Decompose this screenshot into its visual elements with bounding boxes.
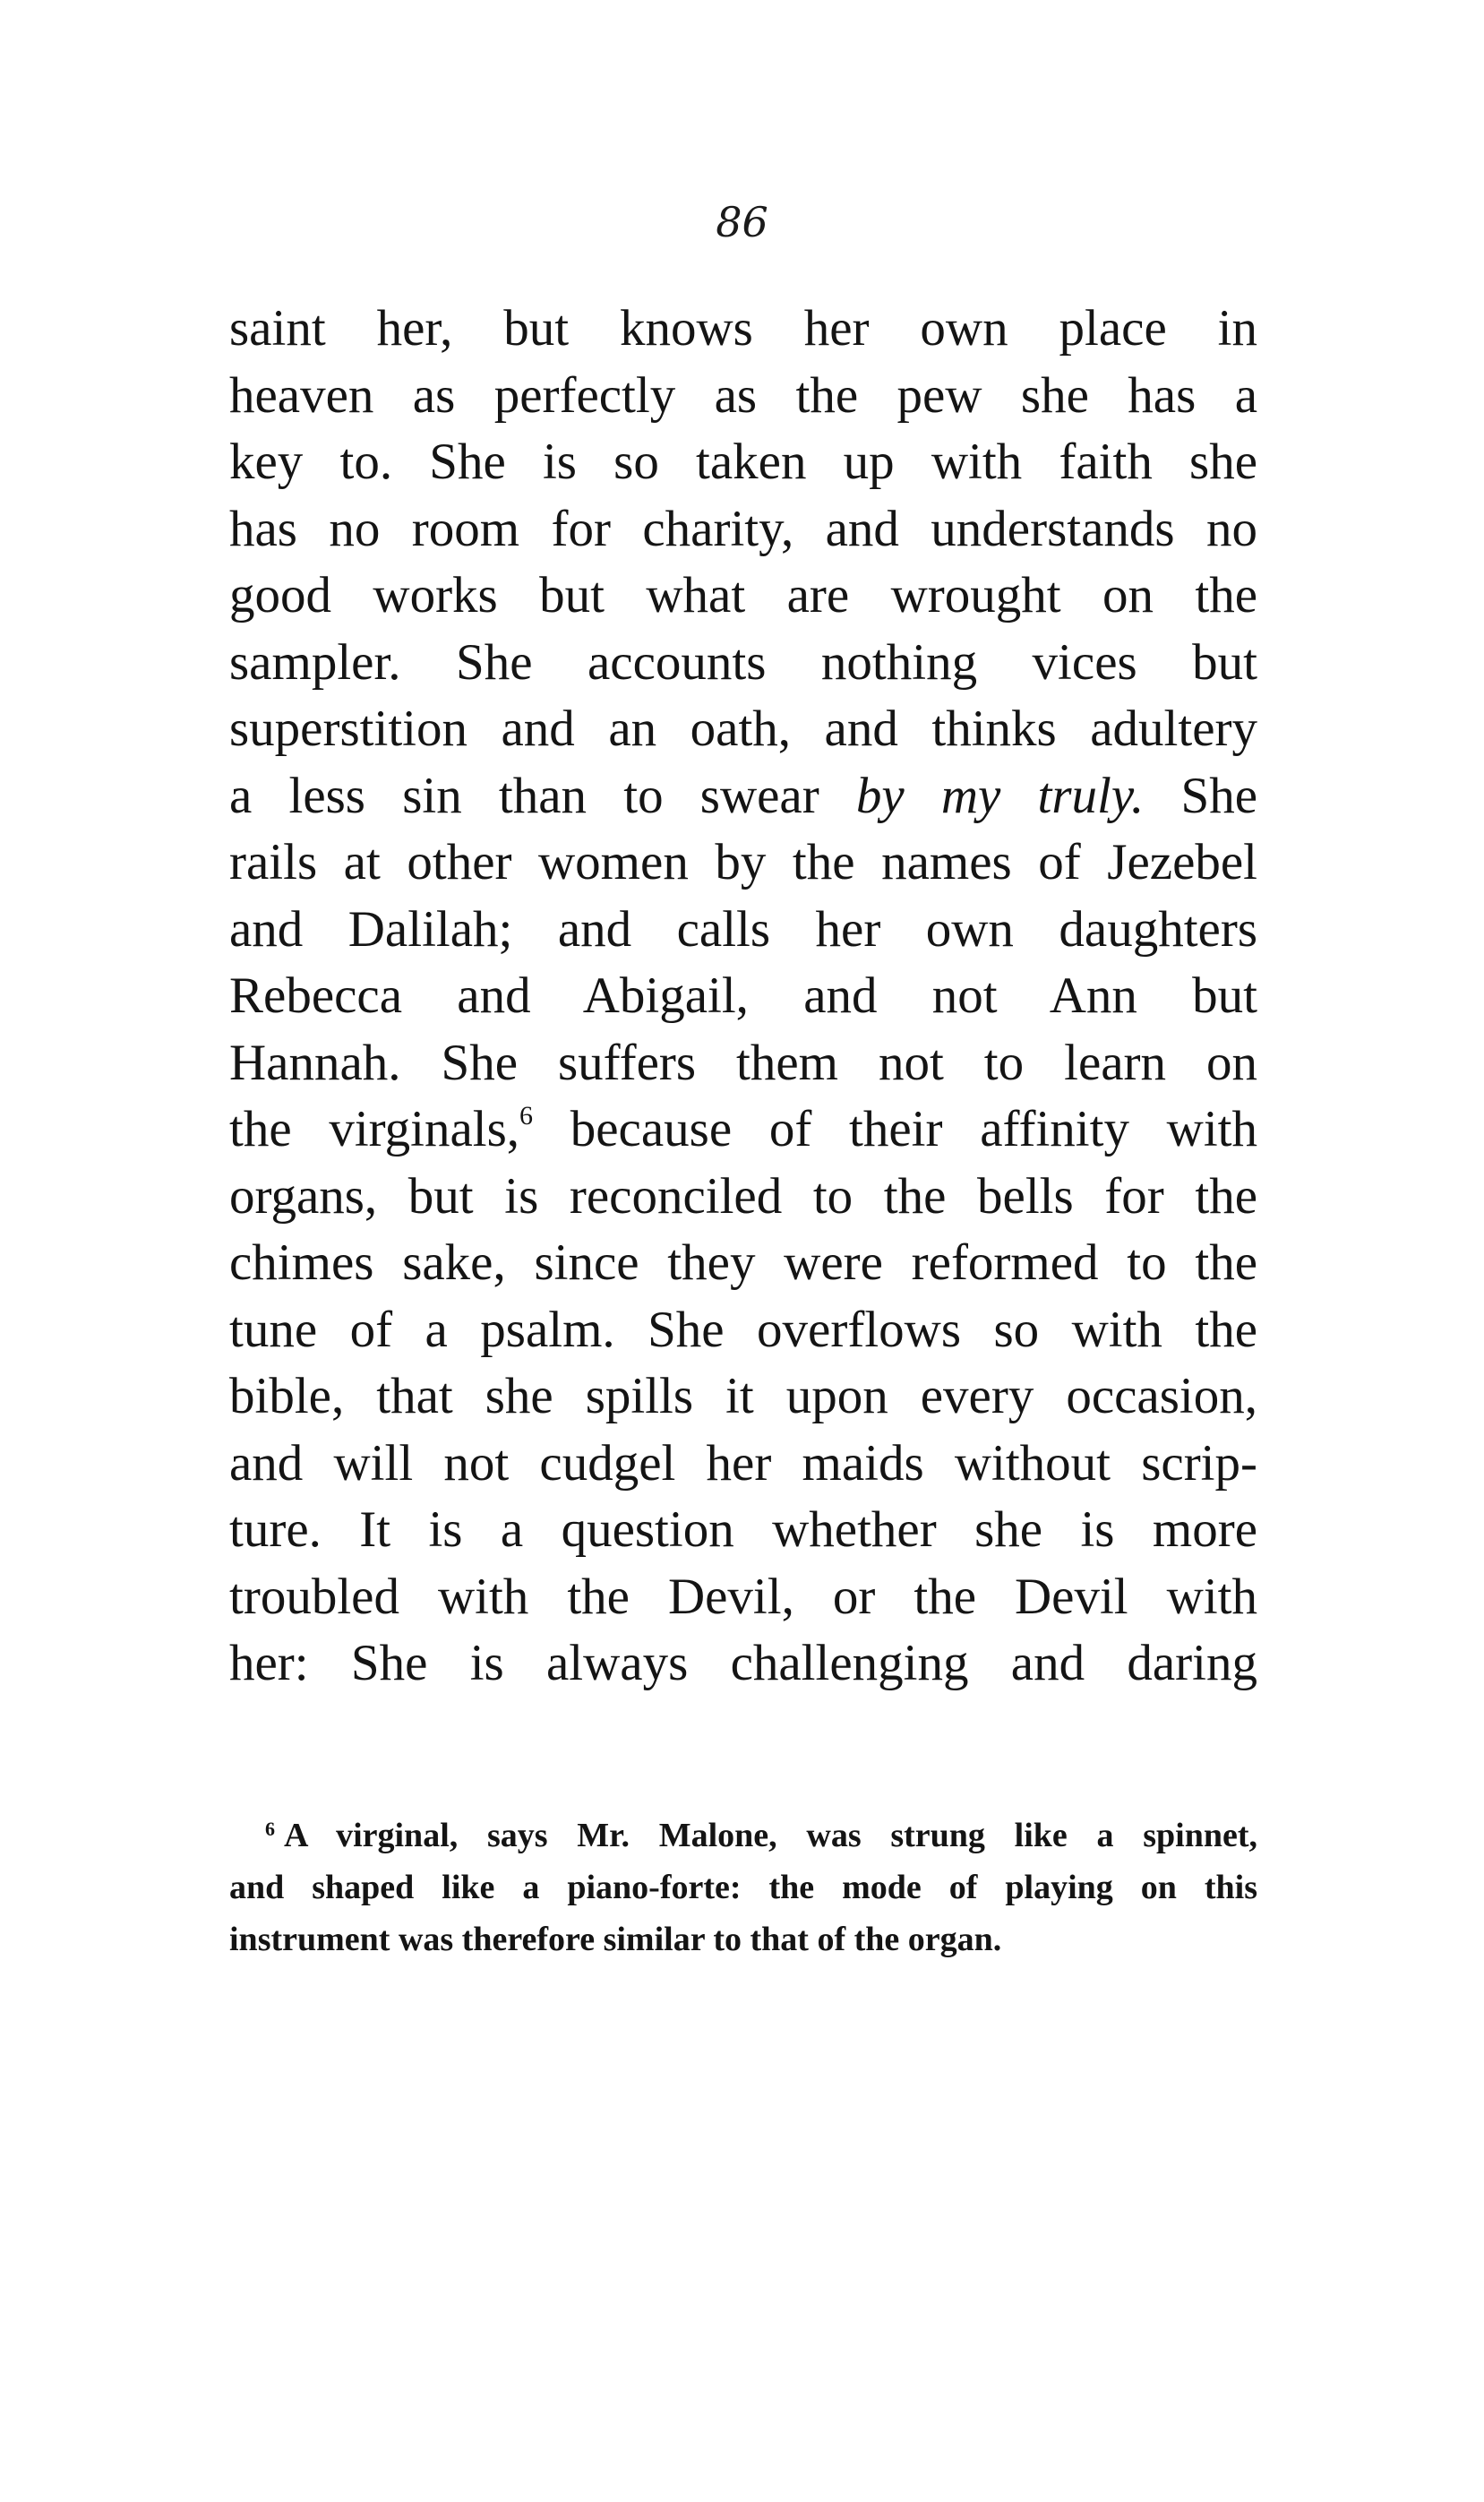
text-line: Rebecca and Abigail, and not Ann but xyxy=(229,967,1257,1024)
text-line: rails at other women by the names of Jezebel xyxy=(229,834,1257,890)
text-line: her: She is always challenging and daring xyxy=(229,1635,1257,1691)
text-line: sampler. She accounts nothing vices but xyxy=(229,633,1257,691)
footnote-marker: 6 xyxy=(265,1818,275,1840)
text-line: and Dalilah; and calls her own daughters xyxy=(229,900,1257,958)
text-line: heaven as perfectly as the pew she has a xyxy=(229,366,1257,424)
text-line: bible, that she spills it upon every occasion, xyxy=(229,1368,1257,1424)
text-line: and will not cudgel her maids without scrip- xyxy=(229,1434,1257,1492)
text-line xyxy=(229,1096,1257,1164)
text-line: superstition and an oath, and thinks adultery xyxy=(229,701,1257,757)
text-segment: She xyxy=(1144,767,1258,824)
footnote-line xyxy=(229,1810,1257,1861)
footnote-line: and shaped like a piano-forte: the mode of playing on this xyxy=(229,1869,1257,1906)
footnote xyxy=(229,1810,1257,1965)
text-segment: because of their affinity with xyxy=(533,1101,1257,1157)
italic-phrase: by my truly. xyxy=(855,767,1145,824)
text-line: troubled with the Devil, or the Devil with xyxy=(229,1568,1257,1625)
text-segment: a less sin than to swear xyxy=(229,767,856,824)
text-line: tune of a psalm. She overflows so with the xyxy=(229,1301,1257,1358)
text-line: key to. She is so taken up with faith she xyxy=(229,434,1257,490)
text-line: chimes sake, since they were reformed to the xyxy=(229,1234,1257,1291)
text-line: organs, but is reconciled to the bells for the xyxy=(229,1167,1257,1225)
text-line xyxy=(229,763,1257,830)
footnote-reference: 6 xyxy=(519,1101,534,1131)
text-line: Hannah. She suffers them not to learn on xyxy=(229,1034,1257,1091)
text-line: good works but what are wrought on the xyxy=(229,567,1257,623)
text-segment: the virginals, xyxy=(229,1101,520,1157)
footnote-text: A virginal, says Mr. Malone, was strung like a spinnet, xyxy=(284,1817,1257,1854)
text-line: has no room for charity, and understands no xyxy=(229,500,1257,557)
footnote-line: instrument was therefore similar to that of the organ. xyxy=(229,1921,1002,1958)
text-line: saint her, but knows her own place in xyxy=(229,300,1257,357)
body-text xyxy=(229,296,1257,1698)
text-line: ture. It is a question whether she is more xyxy=(229,1501,1257,1558)
page-number: 86 xyxy=(716,198,768,246)
